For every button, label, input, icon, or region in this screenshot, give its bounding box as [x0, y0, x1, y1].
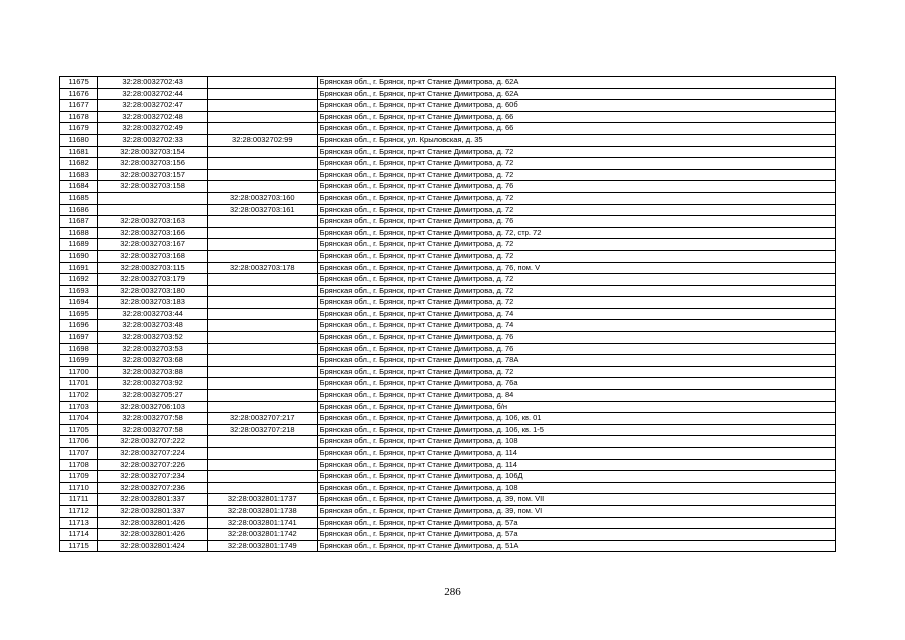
object-number-cell	[207, 332, 317, 344]
address-cell: Брянская обл., г. Брянск, пр-кт Станке Димитрова, б/н	[317, 401, 835, 413]
cadastral-number-cell: 32:28:0032707:224	[98, 448, 208, 460]
table-row	[60, 378, 836, 390]
table-row	[60, 285, 836, 297]
object-number-cell	[207, 146, 317, 158]
registry-table	[59, 76, 836, 552]
cadastral-number-cell: 32:28:0032705:27	[98, 390, 208, 402]
row-number-cell: 11693	[60, 285, 98, 297]
address-cell: Брянская обл., г. Брянск, пр-кт Станке Димитрова, д. 76	[317, 343, 835, 355]
row-number-cell: 11683	[60, 169, 98, 181]
object-number-cell	[207, 239, 317, 251]
address-cell: Брянская обл., г. Брянск, пр-кт Станке Димитрова, д. 72	[317, 169, 835, 181]
cadastral-number-cell: 32:28:0032703:167	[98, 239, 208, 251]
address-cell: Брянская обл., г. Брянск, пр-кт Станке Димитрова, д. 39, пом. VI	[317, 505, 835, 517]
object-number-cell: 32:28:0032702:99	[207, 134, 317, 146]
object-number-cell	[207, 88, 317, 100]
cadastral-number-cell: 32:28:0032703:52	[98, 332, 208, 344]
table-row	[60, 111, 836, 123]
row-number-cell: 11691	[60, 262, 98, 274]
address-cell: Брянская обл., г. Брянск, пр-кт Станке Димитрова, д. 106Д	[317, 471, 835, 483]
cadastral-number-cell: 32:28:0032707:236	[98, 482, 208, 494]
table-row	[60, 529, 836, 541]
table-row	[60, 250, 836, 262]
table-row	[60, 343, 836, 355]
object-number-cell	[207, 227, 317, 239]
row-number-cell: 11711	[60, 494, 98, 506]
table-row	[60, 355, 836, 367]
address-cell: Брянская обл., г. Брянск, пр-кт Станке Димитрова, д. 106, кв. 01	[317, 413, 835, 425]
row-number-cell: 11689	[60, 239, 98, 251]
object-number-cell	[207, 216, 317, 228]
cadastral-number-cell	[98, 192, 208, 204]
table-row	[60, 366, 836, 378]
table-row	[60, 100, 836, 112]
cadastral-number-cell: 32:28:0032703:157	[98, 169, 208, 181]
cadastral-number-cell: 32:28:0032703:53	[98, 343, 208, 355]
object-number-cell	[207, 158, 317, 170]
object-number-cell	[207, 401, 317, 413]
object-number-cell: 32:28:0032801:1737	[207, 494, 317, 506]
cadastral-number-cell: 32:28:0032801:424	[98, 540, 208, 552]
object-number-cell	[207, 378, 317, 390]
cadastral-number-cell: 32:28:0032703:179	[98, 274, 208, 286]
address-cell: Брянская обл., г. Брянск, пр-кт Станке Димитрова, д. 57а	[317, 529, 835, 541]
table-row	[60, 239, 836, 251]
row-number-cell: 11713	[60, 517, 98, 529]
cadastral-number-cell	[98, 204, 208, 216]
address-cell: Брянская обл., г. Брянск, пр-кт Станке Димитрова, д. 72	[317, 250, 835, 262]
row-number-cell: 11714	[60, 529, 98, 541]
address-cell: Брянская обл., г. Брянск, пр-кт Станке Димитрова, д. 76, пом. V	[317, 262, 835, 274]
table-row	[60, 216, 836, 228]
cadastral-number-cell: 32:28:0032703:166	[98, 227, 208, 239]
table-row	[60, 158, 836, 170]
table-row	[60, 459, 836, 471]
cadastral-number-cell: 32:28:0032703:48	[98, 320, 208, 332]
row-number-cell: 11680	[60, 134, 98, 146]
address-cell: Брянская обл., г. Брянск, пр-кт Станке Димитрова, д. 62А	[317, 77, 835, 89]
row-number-cell: 11697	[60, 332, 98, 344]
cadastral-number-cell: 32:28:0032703:115	[98, 262, 208, 274]
table-row	[60, 332, 836, 344]
table-row	[60, 297, 836, 309]
cadastral-number-cell: 32:28:0032801:337	[98, 505, 208, 517]
address-cell: Брянская обл., г. Брянск, пр-кт Станке Димитрова, д. 114	[317, 448, 835, 460]
cadastral-number-cell: 32:28:0032801:337	[98, 494, 208, 506]
table-row	[60, 88, 836, 100]
row-number-cell: 11712	[60, 505, 98, 517]
table-row	[60, 448, 836, 460]
object-number-cell	[207, 77, 317, 89]
address-cell: Брянская обл., г. Брянск, пр-кт Станке Димитрова, д. 84	[317, 390, 835, 402]
cadastral-number-cell: 32:28:0032707:234	[98, 471, 208, 483]
row-number-cell: 11688	[60, 227, 98, 239]
address-cell: Брянская обл., г. Брянск, пр-кт Станке Димитрова, д. 57а	[317, 517, 835, 529]
cadastral-number-cell: 32:28:0032703:168	[98, 250, 208, 262]
row-number-cell: 11703	[60, 401, 98, 413]
row-number-cell: 11677	[60, 100, 98, 112]
row-number-cell: 11678	[60, 111, 98, 123]
object-number-cell: 32:28:0032801:1749	[207, 540, 317, 552]
cadastral-number-cell: 32:28:0032702:44	[98, 88, 208, 100]
object-number-cell: 32:28:0032707:218	[207, 424, 317, 436]
row-number-cell: 11695	[60, 308, 98, 320]
table-row	[60, 540, 836, 552]
cadastral-number-cell: 32:28:0032707:222	[98, 436, 208, 448]
cadastral-number-cell: 32:28:0032703:183	[98, 297, 208, 309]
object-number-cell	[207, 343, 317, 355]
row-number-cell: 11681	[60, 146, 98, 158]
row-number-cell: 11676	[60, 88, 98, 100]
object-number-cell	[207, 250, 317, 262]
address-cell: Брянская обл., г. Брянск, пр-кт Станке Димитрова, д. 72	[317, 158, 835, 170]
object-number-cell	[207, 320, 317, 332]
row-number-cell: 11692	[60, 274, 98, 286]
address-cell: Брянская обл., г. Брянск, пр-кт Станке Димитрова, д. 76	[317, 332, 835, 344]
object-number-cell	[207, 390, 317, 402]
row-number-cell: 11708	[60, 459, 98, 471]
row-number-cell: 11698	[60, 343, 98, 355]
cadastral-number-cell: 32:28:0032702:33	[98, 134, 208, 146]
cadastral-number-cell: 32:28:0032707:226	[98, 459, 208, 471]
table-row	[60, 262, 836, 274]
row-number-cell: 11687	[60, 216, 98, 228]
address-cell: Брянская обл., г. Брянск, пр-кт Станке Димитрова, д. 114	[317, 459, 835, 471]
cadastral-number-cell: 32:28:0032703:158	[98, 181, 208, 193]
cadastral-number-cell: 32:28:0032703:88	[98, 366, 208, 378]
registry-table-body	[60, 77, 836, 552]
object-number-cell	[207, 169, 317, 181]
cadastral-number-cell: 32:28:0032702:43	[98, 77, 208, 89]
address-cell: Брянская обл., г. Брянск, пр-кт Станке Димитрова, д. 74	[317, 320, 835, 332]
table-row	[60, 494, 836, 506]
object-number-cell	[207, 274, 317, 286]
object-number-cell	[207, 459, 317, 471]
address-cell: Брянская обл., г. Брянск, пр-кт Станке Димитрова, д. 60б	[317, 100, 835, 112]
row-number-cell: 11694	[60, 297, 98, 309]
object-number-cell: 32:28:0032707:217	[207, 413, 317, 425]
cadastral-number-cell: 32:28:0032703:44	[98, 308, 208, 320]
address-cell: Брянская обл., г. Брянск, пр-кт Станке Димитрова, д. 76а	[317, 378, 835, 390]
address-cell: Брянская обл., г. Брянск, пр-кт Станке Димитрова, д. 72	[317, 192, 835, 204]
cadastral-number-cell: 32:28:0032702:48	[98, 111, 208, 123]
object-number-cell	[207, 366, 317, 378]
row-number-cell: 11675	[60, 77, 98, 89]
table-row	[60, 146, 836, 158]
row-number-cell: 11709	[60, 471, 98, 483]
address-cell: Брянская обл., г. Брянск, ул. Крыловская, д. 35	[317, 134, 835, 146]
object-number-cell	[207, 308, 317, 320]
table-row	[60, 436, 836, 448]
row-number-cell: 11710	[60, 482, 98, 494]
row-number-cell: 11696	[60, 320, 98, 332]
address-cell: Брянская обл., г. Брянск, пр-кт Станке Димитрова, д. 72	[317, 285, 835, 297]
row-number-cell: 11686	[60, 204, 98, 216]
address-cell: Брянская обл., г. Брянск, пр-кт Станке Димитрова, д. 72	[317, 146, 835, 158]
row-number-cell: 11701	[60, 378, 98, 390]
object-number-cell: 32:28:0032801:1741	[207, 517, 317, 529]
table-row	[60, 505, 836, 517]
object-number-cell	[207, 285, 317, 297]
table-row	[60, 390, 836, 402]
table-row	[60, 482, 836, 494]
cadastral-number-cell: 32:28:0032703:92	[98, 378, 208, 390]
address-cell: Брянская обл., г. Брянск, пр-кт Станке Димитрова, д. 66	[317, 123, 835, 135]
table-row	[60, 204, 836, 216]
table-row	[60, 413, 836, 425]
address-cell: Брянская обл., г. Брянск, пр-кт Станке Димитрова, д. 72	[317, 274, 835, 286]
cadastral-number-cell: 32:28:0032801:426	[98, 529, 208, 541]
table-row	[60, 274, 836, 286]
address-cell: Брянская обл., г. Брянск, пр-кт Станке Димитрова, д. 106, кв. 1-5	[317, 424, 835, 436]
row-number-cell: 11685	[60, 192, 98, 204]
cadastral-number-cell: 32:28:0032703:163	[98, 216, 208, 228]
row-number-cell: 11705	[60, 424, 98, 436]
address-cell: Брянская обл., г. Брянск, пр-кт Станке Димитрова, д. 108	[317, 482, 835, 494]
object-number-cell	[207, 471, 317, 483]
table-row	[60, 517, 836, 529]
address-cell: Брянская обл., г. Брянск, пр-кт Станке Димитрова, д. 39, пом. VII	[317, 494, 835, 506]
object-number-cell	[207, 448, 317, 460]
table-row	[60, 181, 836, 193]
row-number-cell: 11706	[60, 436, 98, 448]
object-number-cell: 32:28:0032703:161	[207, 204, 317, 216]
cadastral-number-cell: 32:28:0032706:103	[98, 401, 208, 413]
object-number-cell: 32:28:0032801:1742	[207, 529, 317, 541]
address-cell: Брянская обл., г. Брянск, пр-кт Станке Димитрова, д. 74	[317, 308, 835, 320]
table-row	[60, 169, 836, 181]
page-number: 286	[444, 586, 461, 598]
cadastral-number-cell: 32:28:0032801:426	[98, 517, 208, 529]
table-row	[60, 77, 836, 89]
row-number-cell: 11707	[60, 448, 98, 460]
address-cell: Брянская обл., г. Брянск, пр-кт Станке Димитрова, д. 108	[317, 436, 835, 448]
address-cell: Брянская обл., г. Брянск, пр-кт Станке Димитрова, д. 72	[317, 239, 835, 251]
cadastral-number-cell: 32:28:0032707:58	[98, 424, 208, 436]
cadastral-number-cell: 32:28:0032707:58	[98, 413, 208, 425]
address-cell: Брянская обл., г. Брянск, пр-кт Станке Димитрова, д. 62А	[317, 88, 835, 100]
object-number-cell: 32:28:0032703:178	[207, 262, 317, 274]
table-row	[60, 123, 836, 135]
table-row	[60, 134, 836, 146]
object-number-cell	[207, 111, 317, 123]
row-number-cell: 11684	[60, 181, 98, 193]
row-number-cell: 11700	[60, 366, 98, 378]
row-number-cell: 11682	[60, 158, 98, 170]
row-number-cell: 11690	[60, 250, 98, 262]
object-number-cell	[207, 123, 317, 135]
object-number-cell: 32:28:0032703:160	[207, 192, 317, 204]
row-number-cell: 11704	[60, 413, 98, 425]
address-cell: Брянская обл., г. Брянск, пр-кт Станке Димитрова, д. 66	[317, 111, 835, 123]
table-row	[60, 308, 836, 320]
cadastral-number-cell: 32:28:0032703:180	[98, 285, 208, 297]
object-number-cell	[207, 436, 317, 448]
object-number-cell	[207, 355, 317, 367]
address-cell: Брянская обл., г. Брянск, пр-кт Станке Димитрова, д. 76	[317, 216, 835, 228]
cadastral-number-cell: 32:28:0032702:49	[98, 123, 208, 135]
table-row	[60, 401, 836, 413]
table-row	[60, 424, 836, 436]
row-number-cell: 11702	[60, 390, 98, 402]
address-cell: Брянская обл., г. Брянск, пр-кт Станке Димитрова, д. 72	[317, 204, 835, 216]
row-number-cell: 11699	[60, 355, 98, 367]
object-number-cell	[207, 100, 317, 112]
cadastral-number-cell: 32:28:0032703:68	[98, 355, 208, 367]
cadastral-number-cell: 32:28:0032703:156	[98, 158, 208, 170]
address-cell: Брянская обл., г. Брянск, пр-кт Станке Димитрова, д. 72	[317, 366, 835, 378]
cadastral-number-cell: 32:28:0032703:154	[98, 146, 208, 158]
row-number-cell: 11679	[60, 123, 98, 135]
table-row	[60, 471, 836, 483]
row-number-cell: 11715	[60, 540, 98, 552]
address-cell: Брянская обл., г. Брянск, пр-кт Станке Димитрова, д. 78А	[317, 355, 835, 367]
object-number-cell: 32:28:0032801:1738	[207, 505, 317, 517]
address-cell: Брянская обл., г. Брянск, пр-кт Станке Димитрова, д. 72	[317, 297, 835, 309]
object-number-cell	[207, 297, 317, 309]
address-cell: Брянская обл., г. Брянск, пр-кт Станке Димитрова, д. 51А	[317, 540, 835, 552]
table-row	[60, 320, 836, 332]
table-row	[60, 227, 836, 239]
address-cell: Брянская обл., г. Брянск, пр-кт Станке Димитрова, д. 72, стр. 72	[317, 227, 835, 239]
address-cell: Брянская обл., г. Брянск, пр-кт Станке Димитрова, д. 76	[317, 181, 835, 193]
cadastral-number-cell: 32:28:0032702:47	[98, 100, 208, 112]
table-row	[60, 192, 836, 204]
object-number-cell	[207, 482, 317, 494]
object-number-cell	[207, 181, 317, 193]
